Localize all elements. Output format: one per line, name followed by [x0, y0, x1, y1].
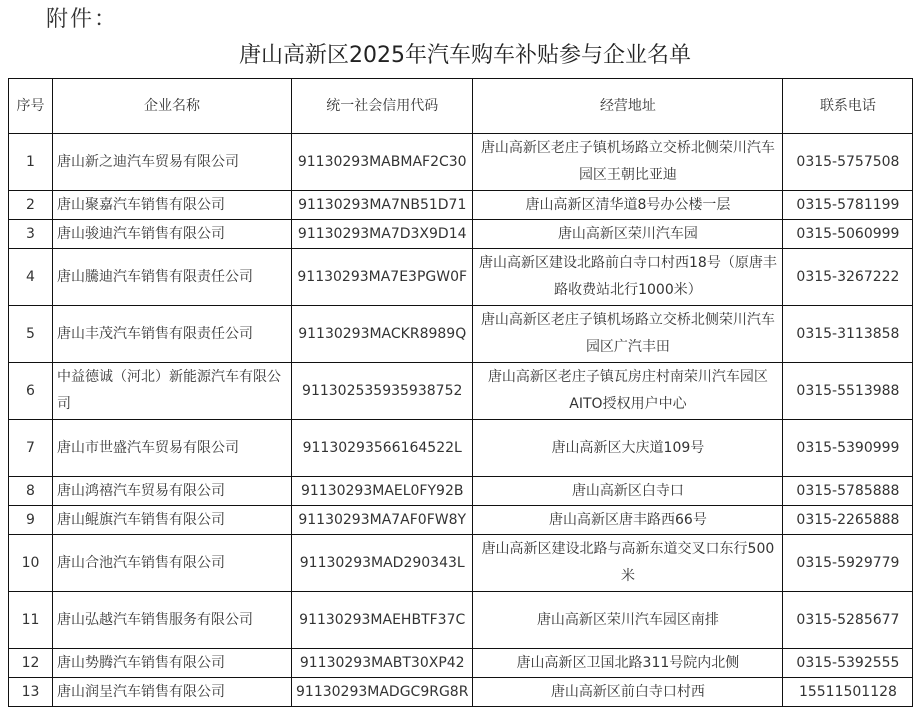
- phone-number: 0315-5785888: [783, 477, 913, 506]
- attachment-label: 附件：: [46, 7, 119, 32]
- company-name: 中益德诚（河北）新能源汽车有限公司: [53, 363, 292, 420]
- row-number: 13: [9, 678, 53, 707]
- table-row: [9, 306, 913, 363]
- table-row: [9, 678, 913, 707]
- credit-code: 91130293MACKR8989Q: [292, 306, 473, 363]
- phone-number: 0315-5285677: [783, 592, 913, 649]
- credit-code: 91130293MAEHBTF37C: [292, 592, 473, 649]
- header-code: 统一社会信用代码: [292, 79, 473, 134]
- table-row: [9, 506, 913, 535]
- row-number: 2: [9, 191, 53, 220]
- company-name: 唐山弘越汽车销售服务有限公司: [53, 592, 292, 649]
- credit-code: 91130293MA7E3PGW0F: [292, 249, 473, 306]
- table-row: [9, 220, 913, 249]
- table-row: [9, 134, 913, 191]
- company-name: 唐山合池汽车销售有限公司: [53, 535, 292, 592]
- row-number: 12: [9, 649, 53, 678]
- table-row: [9, 477, 913, 506]
- credit-code: 91130293MA7D3X9D14: [292, 220, 473, 249]
- credit-code: 91130293MAEL0FY92B: [292, 477, 473, 506]
- row-number: 3: [9, 220, 53, 249]
- table-row: [9, 191, 913, 220]
- credit-code: 91130293MABMAF2C30: [292, 134, 473, 191]
- phone-number: 0315-2265888: [783, 506, 913, 535]
- header-name: 企业名称: [53, 79, 292, 134]
- row-number: 10: [9, 535, 53, 592]
- table-row: [9, 592, 913, 649]
- business-address: 唐山高新区清华道8号办公楼一层: [473, 191, 783, 220]
- company-name: 唐山市世盛汽车贸易有限公司: [53, 420, 292, 477]
- credit-code: 91130293MADGC9RG8R: [292, 678, 473, 707]
- row-number: 5: [9, 306, 53, 363]
- phone-number: 0315-5390999: [783, 420, 913, 477]
- business-address: 唐山高新区老庄子镇瓦房庄村南荣川汽车园区AITO授权用户中心: [473, 363, 783, 420]
- credit-code: 91130293566164522L: [292, 420, 473, 477]
- credit-code: 91130293MAD290343L: [292, 535, 473, 592]
- table-row: [9, 649, 913, 678]
- header-phone: 联系电话: [783, 79, 913, 134]
- row-number: 6: [9, 363, 53, 420]
- table-row: [9, 249, 913, 306]
- business-address: 唐山高新区大庆道109号: [473, 420, 783, 477]
- credit-code: 91130293MA7AF0FW8Y: [292, 506, 473, 535]
- phone-number: 0315-5929779: [783, 535, 913, 592]
- table-row: [9, 420, 913, 477]
- enterprise-table: [8, 78, 913, 707]
- business-address: 唐山高新区唐丰路西66号: [473, 506, 783, 535]
- business-address: 唐山高新区老庄子镇机场路立交桥北侧荣川汽车园区王朝比亚迪: [473, 134, 783, 191]
- phone-number: 15511501128: [783, 678, 913, 707]
- document-title: 唐山高新区2025年汽车购车补贴参与企业名单: [239, 43, 691, 68]
- phone-number: 0315-5781199: [783, 191, 913, 220]
- business-address: 唐山高新区卫国北路311号院内北侧: [473, 649, 783, 678]
- table-row: [9, 535, 913, 592]
- business-address: 唐山高新区白寺口: [473, 477, 783, 506]
- company-name: 唐山騰迪汽车销售有限责任公司: [53, 249, 292, 306]
- credit-code: 91130293MABT30XP42: [292, 649, 473, 678]
- phone-number: 0315-5757508: [783, 134, 913, 191]
- business-address: 唐山高新区老庄子镇机场路立交桥北侧荣川汽车园区广汽丰田: [473, 306, 783, 363]
- company-name: 唐山势腾汽车销售有限公司: [53, 649, 292, 678]
- company-name: 唐山新之迪汽车贸易有限公司: [53, 134, 292, 191]
- row-number: 9: [9, 506, 53, 535]
- phone-number: 0315-5392555: [783, 649, 913, 678]
- table-header-row: [9, 79, 913, 134]
- company-name: 唐山润呈汽车销售有限公司: [53, 678, 292, 707]
- business-address: 唐山高新区前白寺口村西: [473, 678, 783, 707]
- row-number: 1: [9, 134, 53, 191]
- row-number: 8: [9, 477, 53, 506]
- header-no: 序号: [9, 79, 53, 134]
- company-name: 唐山丰茂汽车销售有限责任公司: [53, 306, 292, 363]
- table-row: [9, 363, 913, 420]
- business-address: 唐山高新区建设北路与高新东道交叉口东行500米: [473, 535, 783, 592]
- row-number: 7: [9, 420, 53, 477]
- phone-number: 0315-5513988: [783, 363, 913, 420]
- header-address: 经营地址: [473, 79, 783, 134]
- phone-number: 0315-3267222: [783, 249, 913, 306]
- credit-code: 91130293MA7NB51D71: [292, 191, 473, 220]
- company-name: 唐山鸿禧汽车贸易有限公司: [53, 477, 292, 506]
- business-address: 唐山高新区建设北路前白寺口村西18号（原唐丰路收费站北行1000米）: [473, 249, 783, 306]
- business-address: 唐山高新区荣川汽车园: [473, 220, 783, 249]
- phone-number: 0315-3113858: [783, 306, 913, 363]
- company-name: 唐山骏迪汽车销售有限公司: [53, 220, 292, 249]
- phone-number: 0315-5060999: [783, 220, 913, 249]
- company-name: 唐山鲲旗汽车销售有限公司: [53, 506, 292, 535]
- row-number: 11: [9, 592, 53, 649]
- row-number: 4: [9, 249, 53, 306]
- company-name: 唐山聚嘉汽车销售有限公司: [53, 191, 292, 220]
- credit-code: 911302535935938752: [292, 363, 473, 420]
- business-address: 唐山高新区荣川汽车园区南排: [473, 592, 783, 649]
